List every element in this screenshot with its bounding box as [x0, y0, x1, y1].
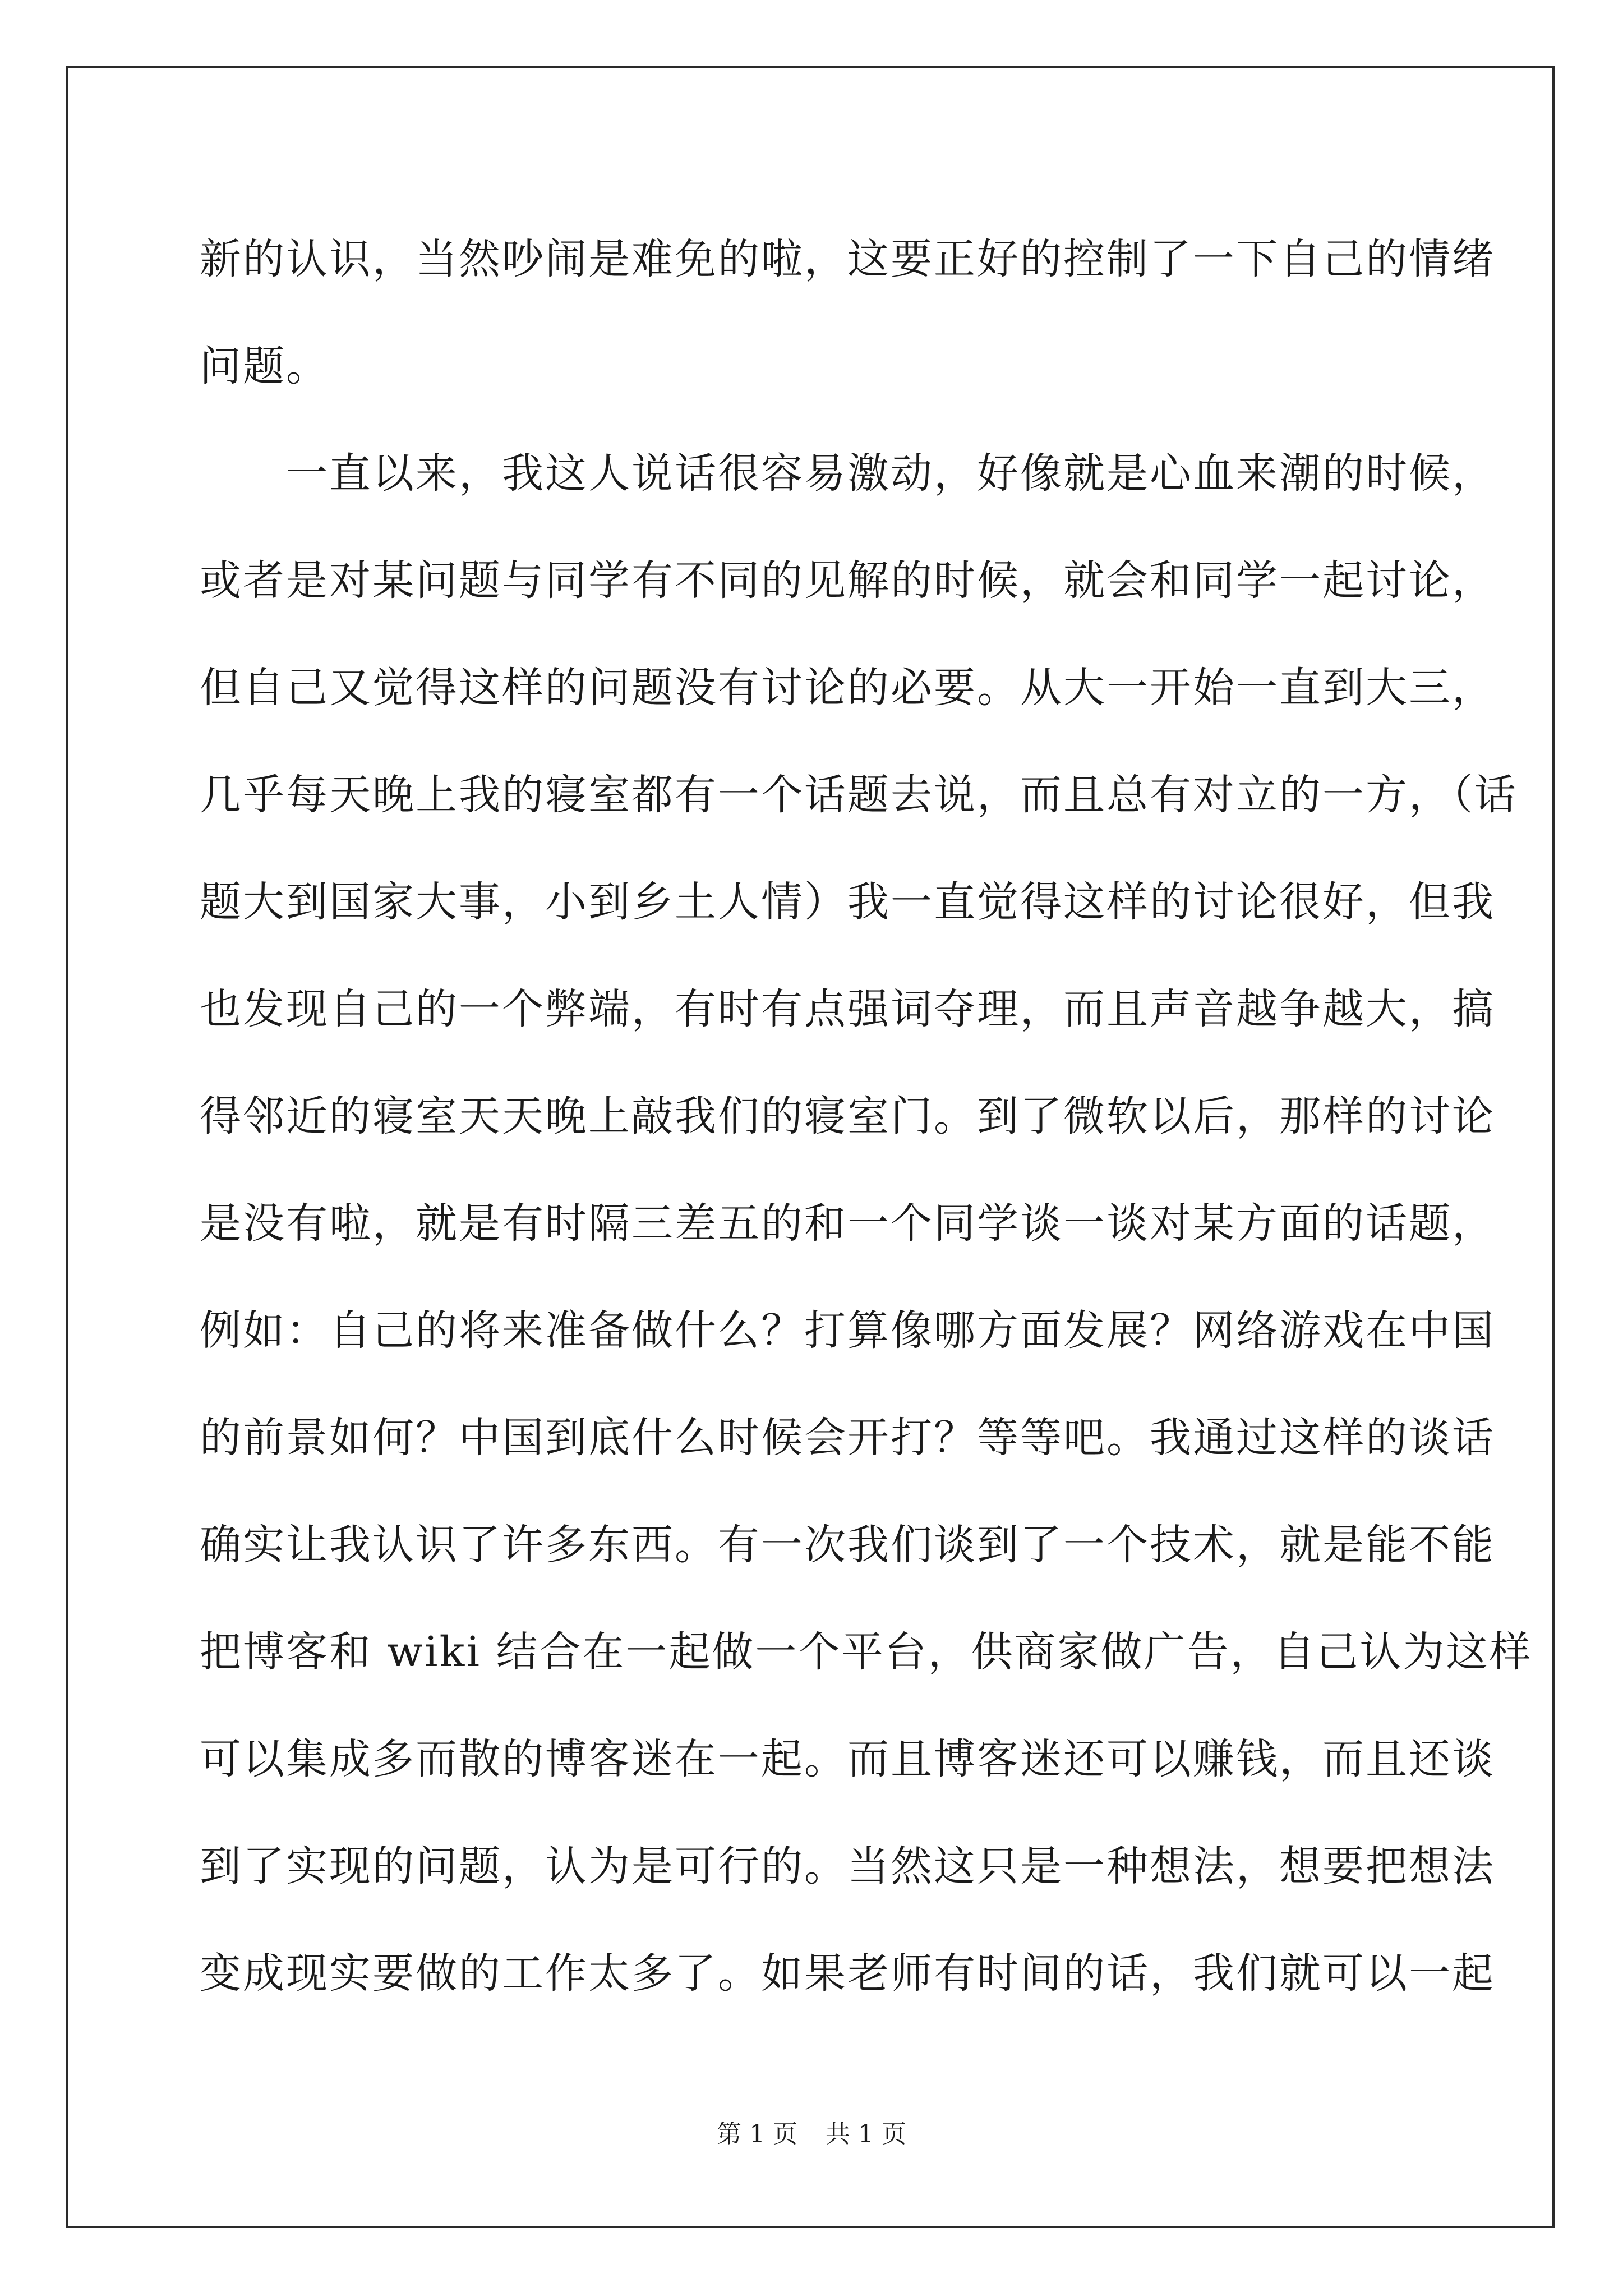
text-line: 的前景如何？中国到底什么时候会开打？等等吧。我通过这样的谈话 — [200, 1414, 1495, 1462]
text-line: 也发现自己的一个弊端，有时有点强词夺理，而且声音越争越大，搞 — [200, 985, 1495, 1033]
text-line: 题大到国家大事，小到乡土人情）我一直觉得这样的讨论很好，但我 — [200, 878, 1495, 926]
text-line: 或者是对某问题与同学有不同的见解的时候，就会和同学一起讨论， — [200, 556, 1495, 605]
text-line: 得邻近的寝室天天晚上敲我们的寝室门。到了微软以后，那样的讨论 — [200, 1092, 1495, 1140]
text-line: 是没有啦，就是有时隔三差五的和一个同学谈一谈对某方面的话题， — [200, 1199, 1495, 1248]
text-line: 一直以来，我这人说话很容易激动，好像就是心血来潮的时候， — [200, 449, 1495, 498]
text-line: 例如：自己的将来准备做什么？打算像哪方面发展？网络游戏在中国 — [200, 1306, 1495, 1355]
page-number-total: 共 1 页 — [826, 2120, 906, 2148]
text-line: 可以集成多而散的博客迷在一起。而且博客迷还可以赚钱，而且还谈 — [200, 1735, 1495, 1783]
text-line: 几乎每天晚上我的寝室都有一个话题去说，而且总有对立的一方，（话 — [200, 771, 1518, 819]
text-line: 确实让我认识了许多东西。有一次我们谈到了一个技术，就是能不能 — [200, 1521, 1495, 1569]
text-line: 新的认识，当然吵闹是难免的啦，这要正好的控制了一下自己的情绪 — [200, 235, 1495, 283]
text-line: 问题。 — [200, 342, 329, 390]
text-line: 到了实现的问题，认为是可行的。当然这只是一种想法，想要把想法 — [200, 1842, 1495, 1890]
text-line: 但自己又觉得这样的问题没有讨论的必要。从大一开始一直到大三， — [200, 664, 1495, 712]
text-line: 变成现实要做的工作太多了。如果老师有时间的话，我们就可以一起 — [200, 1949, 1495, 1998]
document-body — [200, 206, 1533, 2027]
text-line: 把博客和 wiki 结合在一起做一个平台，供商家做广告，自己认为这样 — [200, 1628, 1533, 1676]
page-number-current: 第 1 页 — [717, 2120, 797, 2148]
page-footer — [0, 2118, 1623, 2151]
